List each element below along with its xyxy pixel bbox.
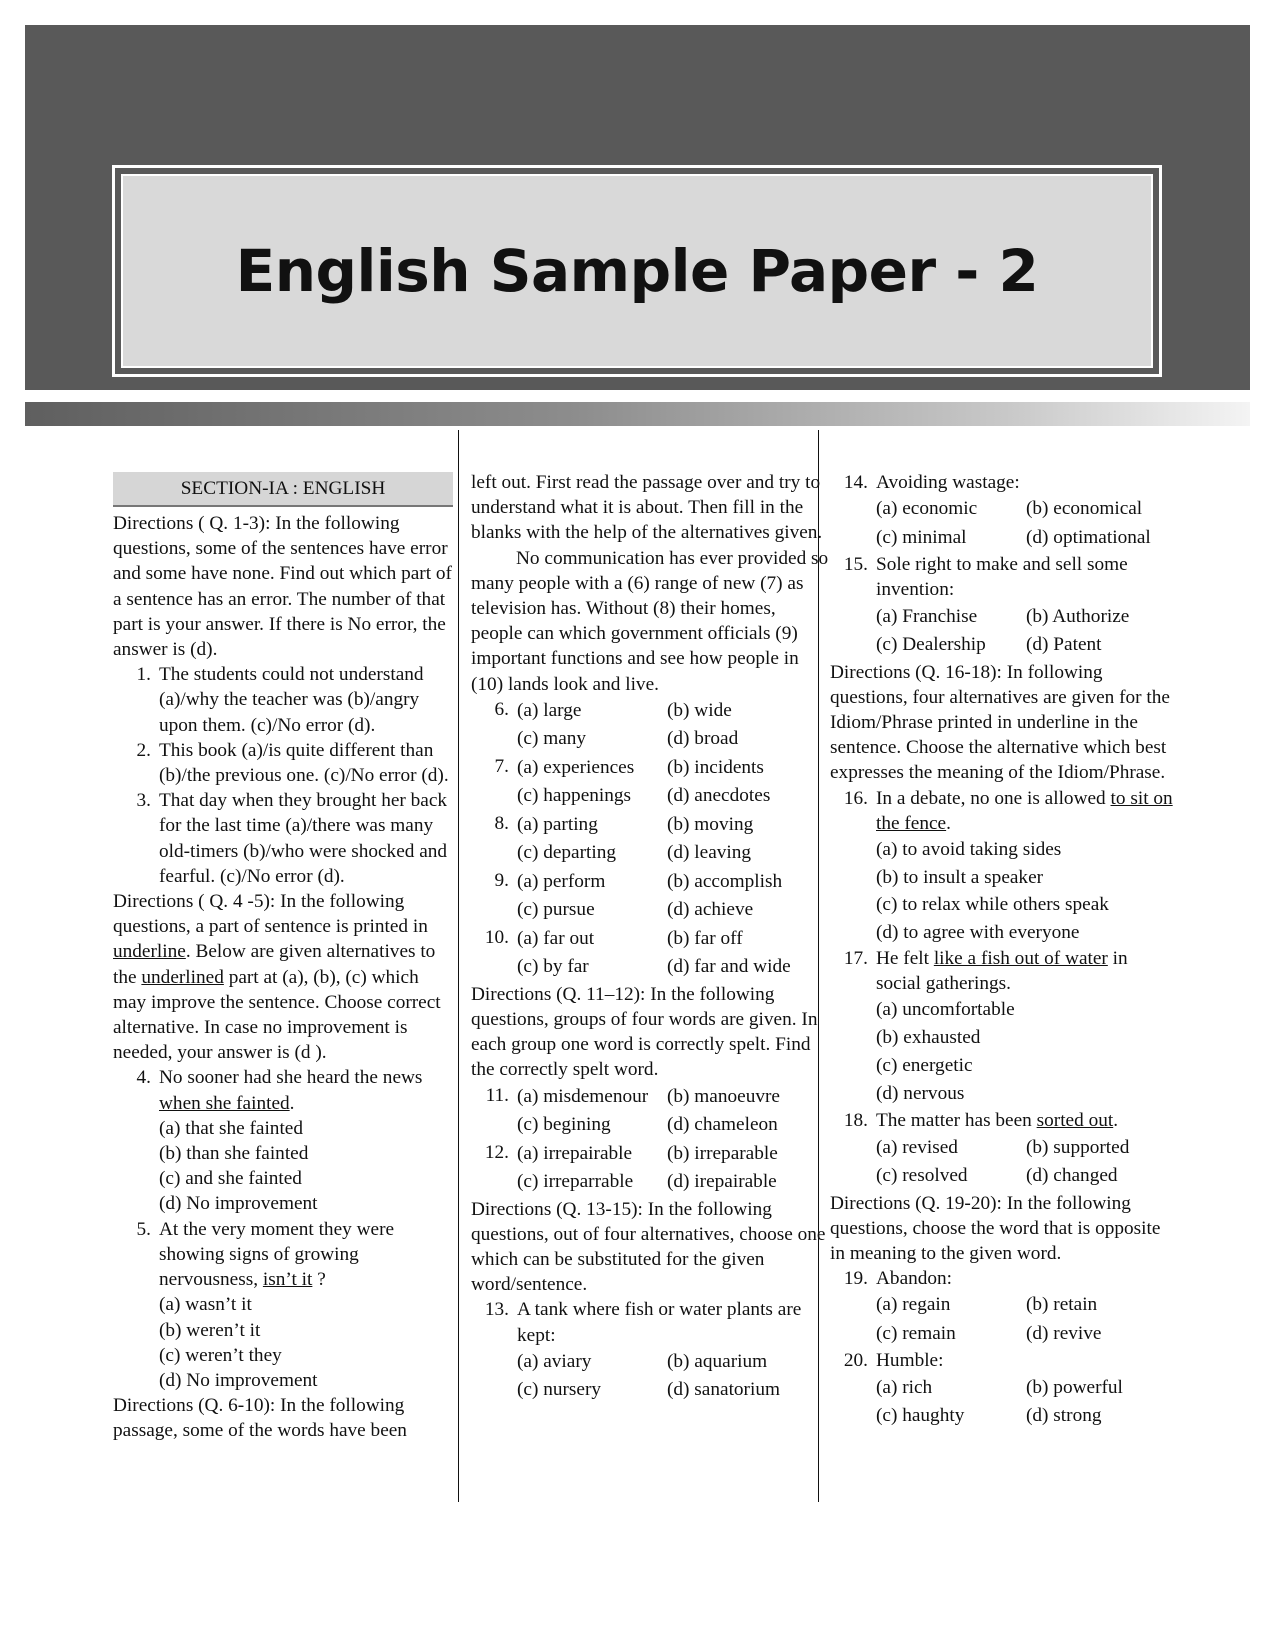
question-stem: He felt xyxy=(876,948,929,970)
column-1 xyxy=(113,470,453,1444)
question-number: 17. xyxy=(843,948,868,970)
option: (b) weren’t it xyxy=(159,1319,261,1341)
option-c: (c) by far xyxy=(517,956,589,978)
option-d: (d) Patent xyxy=(1026,634,1102,656)
question-number: 10. xyxy=(484,926,509,948)
question-text: Avoiding wastage: xyxy=(876,472,1020,493)
question-12 xyxy=(471,1140,831,1169)
option-a: (a) Franchise xyxy=(876,605,978,627)
option-c: (c) pursue xyxy=(517,899,595,921)
option-row xyxy=(517,1083,831,1112)
option-a: (a) aviary xyxy=(517,1350,592,1372)
column-divider-1 xyxy=(458,430,459,1502)
option-d: (d) anecdotes xyxy=(667,785,771,807)
question-6 xyxy=(471,697,831,726)
option-row xyxy=(830,1162,1175,1191)
option-b: (b) moving xyxy=(667,813,754,835)
option: (a) that she fainted xyxy=(159,1117,304,1139)
option-c: (c) happenings xyxy=(517,785,632,807)
option-row xyxy=(830,1374,1175,1403)
question-5 xyxy=(113,1217,453,1293)
question-number: 3. xyxy=(136,790,151,812)
option: (d) No improvement xyxy=(159,1193,318,1215)
option: (b) exhausted xyxy=(876,1027,981,1049)
question-text: This book (a)/is quite different than (b)/the previous one. (c)/No error (d). xyxy=(159,739,449,787)
option-row xyxy=(471,1376,831,1405)
question-text xyxy=(159,1065,453,1115)
option: (c) and she fainted xyxy=(159,1168,302,1190)
underlined-phrase: isn’t it xyxy=(262,1269,313,1291)
question-11 xyxy=(471,1083,831,1112)
question-7 xyxy=(471,754,831,783)
option-c: (c) begining xyxy=(517,1114,611,1136)
question-number: 2. xyxy=(136,739,151,761)
question-16 xyxy=(830,786,1175,836)
underlined-phrase: when she fainted xyxy=(159,1092,290,1114)
directions-q6-10: Directions (Q. 6-10): In the following passage, some of the words have been xyxy=(113,1395,407,1442)
option: (a) wasn’t it xyxy=(159,1294,252,1316)
option-a: (a) experiences xyxy=(517,756,635,778)
option-row xyxy=(471,1111,831,1140)
option-b: (b) powerful xyxy=(1026,1376,1123,1398)
question-9 xyxy=(471,868,831,897)
underlined-phrase: like a fish out of water xyxy=(933,948,1108,970)
option-d: (d) achieve xyxy=(667,899,754,921)
option-a: (a) economic xyxy=(876,498,978,520)
option-d: (d) optimational xyxy=(1026,526,1151,548)
question-tail: in social gatherings. xyxy=(876,948,1128,995)
underline-word: underlined xyxy=(141,966,224,988)
option: (d) nervous xyxy=(876,1083,965,1105)
question-number: 16. xyxy=(843,787,868,809)
option-c: (c) Dealership xyxy=(876,634,986,656)
option-b: (b) supported xyxy=(1026,1136,1130,1158)
directions-q16-18: Directions (Q. 16-18): In following questions, four alternatives are given for the Idiom/Phrase printed in underline in the sentence. Choose the alternative which best expresses the meaning of the Idiom/Phrase. xyxy=(830,661,1170,784)
question-tail: ? xyxy=(317,1269,326,1291)
question-4 xyxy=(113,1065,453,1115)
option-c: (c) minimal xyxy=(876,526,967,548)
directions-q1-3: Directions ( Q. 1-3): In the following questions, some of the sentences have error and some have none. Find out which part of a sentence has an error. The number of that part is your answer. If there is No error, the answer is (d). xyxy=(113,513,452,661)
option-a: (a) revised xyxy=(876,1136,958,1158)
question-tail: . xyxy=(1113,1110,1119,1132)
column-3 xyxy=(830,470,1175,1431)
option-d: (d) irepairable xyxy=(667,1171,777,1193)
question-1 xyxy=(113,662,453,738)
option-row xyxy=(830,1134,1175,1163)
question-text: A tank where fish or water plants are kept: xyxy=(517,1299,802,1346)
option-row xyxy=(517,1140,831,1169)
passage: No communication has ever provided so many people with a (6) range of new (7) as television has. Without (8) their homes, people can which government officials (9) important functions and see how people in (10) lands look and live. xyxy=(471,547,829,695)
option-c: (c) departing xyxy=(517,842,617,864)
question-text xyxy=(159,1217,453,1293)
question-tail: . xyxy=(946,812,951,834)
option-a: (a) misdemenour xyxy=(517,1085,649,1107)
question-number: 7. xyxy=(494,755,509,777)
option-b: (b) irreparable xyxy=(667,1142,778,1164)
question-2 xyxy=(113,738,453,788)
option-row xyxy=(471,896,831,925)
question-number: 4. xyxy=(136,1067,151,1089)
option-b: (b) manoeuvre xyxy=(667,1085,780,1107)
option-row xyxy=(830,495,1175,524)
question-stem: No sooner had she heard the news xyxy=(159,1067,423,1089)
directions-text: part at (a), (b), (c) which may improve the sentence. Choose correct alternative. In case no improvement is needed, your answer is (d ). xyxy=(113,966,441,1064)
question-10 xyxy=(471,925,831,954)
question-text: The students could not understand (a)/why the teacher was (b)/angry upon them. (c)/No error (d). xyxy=(159,664,424,736)
underline-word: underline xyxy=(113,941,186,963)
option: (c) weren’t they xyxy=(159,1344,282,1366)
option: (c) energetic xyxy=(876,1055,973,1077)
option-d: (d) broad xyxy=(667,728,739,750)
option-row xyxy=(471,953,831,982)
question-number: 8. xyxy=(494,812,509,834)
option-b: (b) far off xyxy=(667,927,743,949)
directions-q13-15: Directions (Q. 13-15): In the following questions, out of four alternatives, choose one which can be substituted for the given word/sentence. xyxy=(471,1198,826,1296)
option-row xyxy=(830,631,1175,660)
gradient-divider xyxy=(25,402,1250,426)
option: (d) No improvement xyxy=(159,1369,318,1391)
option-a: (a) irrepairable xyxy=(517,1142,633,1164)
option-c: (c) resolved xyxy=(876,1165,968,1187)
question-text: That day when they brought her back for the last time (a)/there was many old-timers (b)/who were shocked and fearful. (c)/No error (d). xyxy=(159,790,448,887)
option-b: (b) wide xyxy=(667,699,732,721)
option-d: (d) sanatorium xyxy=(667,1379,780,1401)
option-b: (b) economical xyxy=(1026,498,1143,520)
option: (d) to agree with everyone xyxy=(876,921,1080,943)
underlined-phrase: to sit on the fence xyxy=(876,787,1173,834)
option-row xyxy=(517,697,831,726)
question-text: Sole right to make and sell some invention: xyxy=(876,554,1128,601)
directions-text: . Below are given alternatives to the xyxy=(113,941,436,988)
option: (a) to avoid taking sides xyxy=(876,839,1062,861)
option-row xyxy=(517,811,831,840)
question-number: 9. xyxy=(494,869,509,891)
option-row xyxy=(471,782,831,811)
question-19 xyxy=(830,1266,1175,1291)
question-number: 1. xyxy=(136,664,151,686)
question-text: Humble: xyxy=(876,1350,944,1372)
question-number: 6. xyxy=(494,698,509,720)
question-text xyxy=(876,1108,1175,1133)
question-text xyxy=(876,946,1175,996)
question-15 xyxy=(830,552,1175,602)
question-text: Abandon: xyxy=(876,1268,953,1290)
option-c: (c) irreparrable xyxy=(517,1171,634,1193)
option-b: (b) aquarium xyxy=(667,1350,768,1372)
question-number: 13. xyxy=(484,1299,509,1321)
option-row xyxy=(517,868,831,897)
option-d: (d) revive xyxy=(1026,1322,1102,1344)
option-row xyxy=(830,1320,1175,1349)
option-c: (c) remain xyxy=(876,1322,956,1344)
option-d: (d) strong xyxy=(1026,1405,1102,1427)
question-number: 14. xyxy=(843,472,868,493)
option-a: (a) rich xyxy=(876,1376,933,1398)
question-number: 12. xyxy=(484,1141,509,1163)
title-frame xyxy=(112,165,1162,377)
question-number: 19. xyxy=(843,1268,868,1290)
option-row xyxy=(830,603,1175,632)
option-row xyxy=(471,839,831,868)
option-a: (a) large xyxy=(517,699,582,721)
option-row xyxy=(471,1348,831,1377)
page-title: English Sample Paper - 2 xyxy=(235,237,1039,305)
question-number: 11. xyxy=(485,1084,509,1106)
directions-q11-12: Directions (Q. 11–12): In the following questions, groups of four words are given. In each group one word is correctly spelt. Find the correctly spelt word. xyxy=(471,983,818,1081)
directions-text: Directions ( Q. 4 -5): In the following questions, a part of sentence is printed in xyxy=(113,891,428,938)
option-row xyxy=(471,1168,831,1197)
option-b: (b) retain xyxy=(1026,1294,1098,1316)
question-14 xyxy=(830,470,1175,495)
question-13 xyxy=(471,1297,831,1347)
question-number: 15. xyxy=(843,554,868,576)
option-d: (d) changed xyxy=(1026,1165,1118,1187)
option: (a) uncomfortable xyxy=(876,999,1015,1021)
question-18 xyxy=(830,1108,1175,1133)
option-a: (a) parting xyxy=(517,813,598,835)
option-b: (b) accomplish xyxy=(667,870,783,892)
section-heading: SECTION-IA : ENGLISH xyxy=(113,472,453,507)
column-2 xyxy=(471,470,831,1405)
question-8 xyxy=(471,811,831,840)
option-c: (c) many xyxy=(517,728,587,750)
question-number: 5. xyxy=(136,1218,151,1240)
question-tail: . xyxy=(289,1092,295,1114)
option-row xyxy=(517,754,831,783)
option-d: (d) far and wide xyxy=(667,956,791,978)
option-a: (a) regain xyxy=(876,1294,951,1316)
option-d: (d) chameleon xyxy=(667,1114,778,1136)
underlined-phrase: sorted out xyxy=(1036,1110,1114,1132)
directions-q19-20: Directions (Q. 19-20): In the following questions, choose the word that is opposite in meaning to the given word. xyxy=(830,1192,1161,1265)
option-c: (c) nursery xyxy=(517,1379,602,1401)
option-c: (c) haughty xyxy=(876,1405,965,1427)
question-stem: In a debate, no one is allowed xyxy=(876,787,1106,809)
question-17 xyxy=(830,946,1175,996)
option-row xyxy=(517,925,831,954)
option-b: (b) incidents xyxy=(667,756,764,778)
question-3 xyxy=(113,788,453,889)
question-stem: At the very moment they were showing signs of growing nervousness, xyxy=(159,1218,395,1291)
option-a: (a) far out xyxy=(517,927,595,949)
question-number: 20. xyxy=(843,1350,868,1372)
option-d: (d) leaving xyxy=(667,842,752,864)
option: (c) to relax while others speak xyxy=(876,894,1109,916)
option-b: (b) Authorize xyxy=(1026,605,1130,627)
question-stem: The matter has been xyxy=(876,1110,1032,1132)
directions-q4-5 xyxy=(113,889,453,1065)
question-text xyxy=(876,786,1175,836)
option-a: (a) perform xyxy=(517,870,606,892)
option-row xyxy=(830,524,1175,553)
directions-continued: left out. First read the passage over and try to understand what it is about. Then fill in the blanks with the help of the alternatives given. xyxy=(471,472,823,544)
question-number: 18. xyxy=(843,1110,868,1132)
option-row xyxy=(471,725,831,754)
title-panel xyxy=(121,174,1153,368)
option: (b) to insult a speaker xyxy=(876,866,1044,888)
option: (b) than she fainted xyxy=(159,1143,309,1165)
option-row xyxy=(830,1291,1175,1320)
question-20 xyxy=(830,1348,1175,1373)
option-row xyxy=(830,1402,1175,1431)
